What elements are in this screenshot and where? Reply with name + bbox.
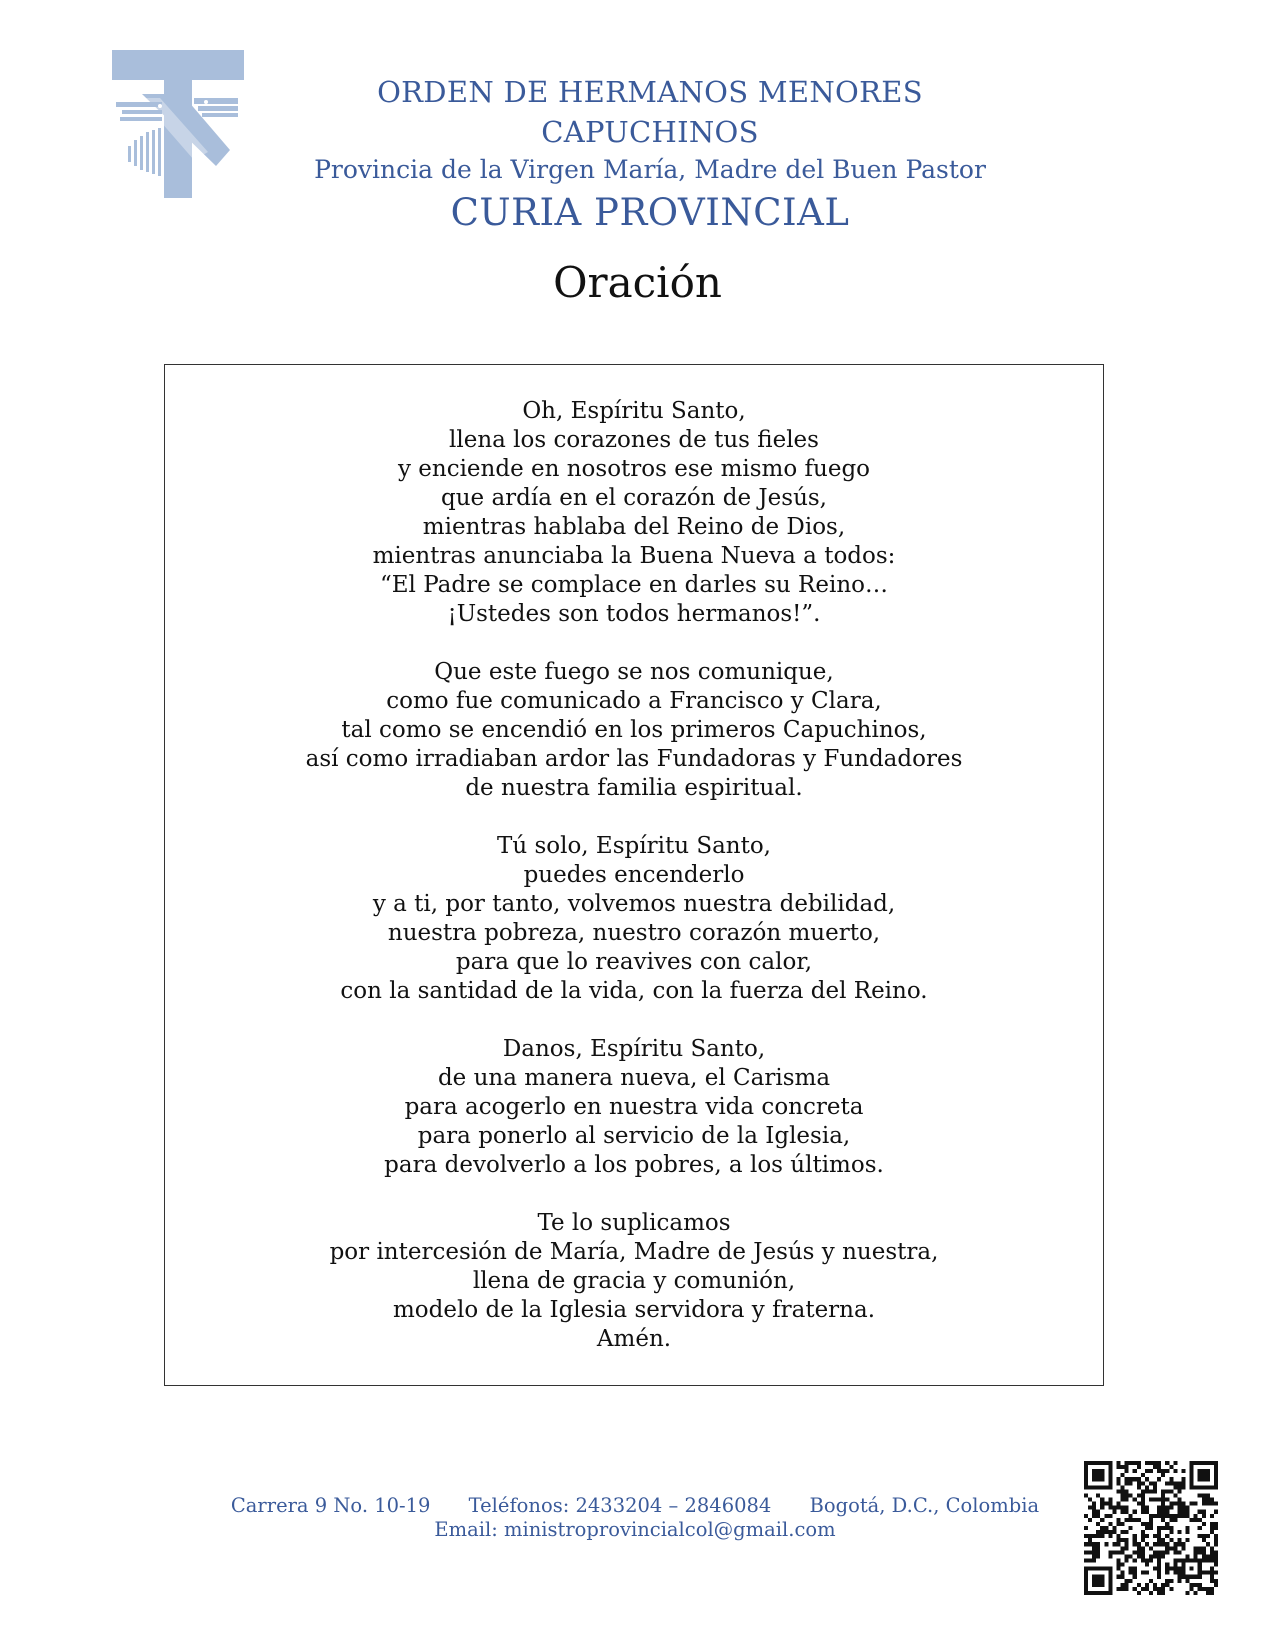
prayer-line: Oh, Espíritu Santo,	[522, 398, 746, 424]
stanza	[165, 397, 1103, 629]
province-name: Provincia de la Virgen María, Madre del Buen Pastor	[314, 155, 986, 184]
prayer-line: para que lo reavives con calor,	[455, 949, 813, 975]
footer-address-row	[200, 1494, 1070, 1518]
prayer-line: mientras hablaba del Reino de Dios,	[422, 514, 846, 540]
stanza	[165, 1209, 1103, 1354]
prayer-line: tal como se encendió en los primeros Capuchinos,	[341, 717, 927, 743]
prayer-line: modelo de la Iglesia servidora y fraterna.	[392, 1297, 876, 1323]
stanza	[165, 658, 1103, 803]
footer-email[interactable]: Email: ministroprovincialcol@gmail.com	[434, 1518, 836, 1541]
prayer-line: “El Padre se complace en darles su Reino…	[380, 572, 888, 598]
order-name: ORDEN DE HERMANOS MENORES CAPUCHINOS	[377, 75, 923, 149]
tau-cross-hands-logo-icon	[112, 50, 252, 210]
prayer-line: ¡Ustedes son todos hermanos!”.	[447, 601, 821, 627]
prayer-line: y enciende en nosotros ese mismo fuego	[397, 456, 871, 482]
prayer-line: llena los corazones de tus fieles	[449, 427, 819, 453]
prayer-line: para ponerlo al servicio de la Iglesia,	[417, 1123, 851, 1149]
prayer-line: Que este fuego se nos comunique,	[434, 659, 834, 685]
prayer-line: Te lo suplicamos	[537, 1210, 731, 1236]
prayer-line: Danos, Espíritu Santo,	[502, 1036, 766, 1062]
prayer-line: nuestra pobreza, nuestro corazón muerto,	[387, 920, 881, 946]
prayer-line: que ardía en el corazón de Jesús,	[440, 485, 827, 511]
prayer-line: con la santidad de la vida, con la fuerza del Reino.	[340, 978, 928, 1004]
prayer-line: para devolverlo a los pobres, a los últimos.	[384, 1152, 884, 1178]
stanza	[165, 832, 1103, 1006]
page-title: Oración	[553, 258, 722, 307]
prayer-line: y a ti, por tanto, volvemos nuestra debilidad,	[372, 891, 896, 917]
prayer-line: Amén.	[596, 1326, 672, 1352]
prayer-line: así como irradiaban ardor las Fundadoras y Fundadores	[305, 746, 963, 772]
prayer-text	[165, 397, 1103, 1383]
footer-address: Carrera 9 No. 10-19	[230, 1494, 431, 1517]
footer-phones: Teléfonos: 2433204 – 2846084	[468, 1494, 772, 1517]
stanza	[165, 1035, 1103, 1180]
letterhead	[280, 72, 1020, 238]
prayer-line: como fue comunicado a Francisco y Clara,	[386, 688, 882, 714]
prayer-line: de una manera nueva, el Carisma	[437, 1065, 831, 1091]
prayer-line: mientras anunciaba la Buena Nueva a todos:	[372, 543, 896, 569]
footer-contact	[200, 1494, 1070, 1542]
footer-city: Bogotá, D.C., Colombia	[809, 1494, 1040, 1517]
curia-name: CURIA PROVINCIAL	[450, 191, 850, 234]
prayer-line: llena de gracia y comunión,	[472, 1268, 796, 1294]
prayer-line: puedes encenderlo	[523, 862, 745, 888]
prayer-line: Tú solo, Espíritu Santo,	[496, 833, 771, 859]
qr-code-icon	[1084, 1461, 1218, 1595]
prayer-box	[164, 364, 1104, 1386]
prayer-line: por intercesión de María, Madre de Jesús y nuestra,	[329, 1239, 939, 1265]
prayer-line: de nuestra familia espiritual.	[465, 775, 803, 801]
prayer-line: para acogerlo en nuestra vida concreta	[404, 1094, 864, 1120]
